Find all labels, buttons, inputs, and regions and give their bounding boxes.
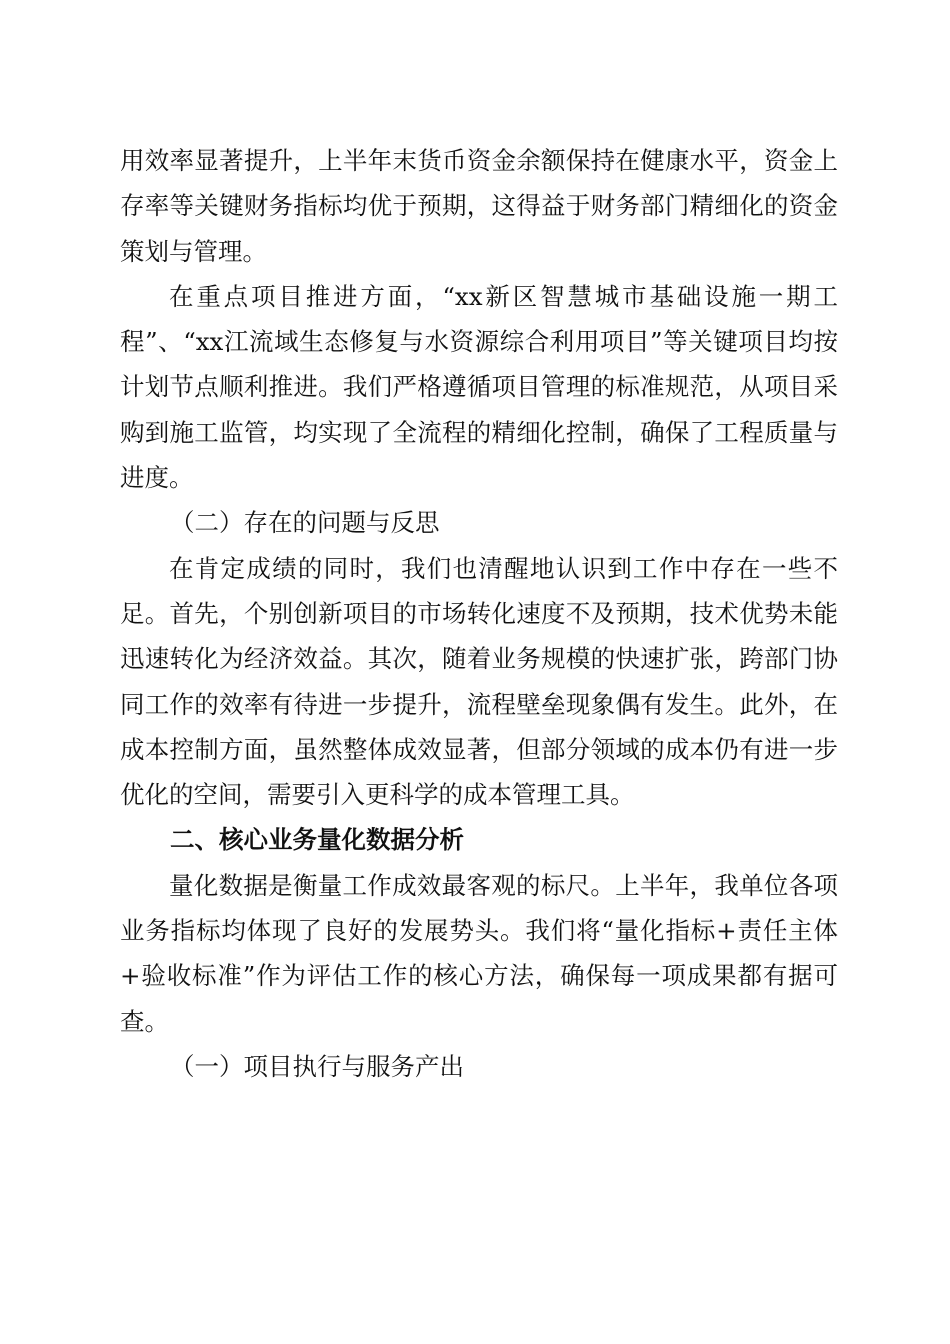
subheading-problems-reflection: （二）存在的问题与反思 — [170, 508, 440, 538]
paragraph-continuation: 用效率显著提升，上半年末货币资金余额保持在健康水平，资金上存率等关键财务指标均优于预期，这得益于财务部门精细化的资金策划与管理。 — [120, 146, 838, 266]
document-page — [120, 138, 838, 1089]
section-heading-quantitative-analysis: 二、核心业务量化数据分析 — [170, 825, 464, 855]
paragraph-shortcomings: 在肯定成绩的同时，我们也清醒地认识到工作中存在一些不足。首先，个别创新项目的市场转化速度不及预期，技术优势未能迅速转化为经济效益。其次，随着业务规模的快速扩张，跨部门协同工作的效率有待进一步提升，流程壁垒现象偶有发生。此外，在成本控制方面，虽然整体成效显著，但部分领域的成本仍有进一步优化的空间，需要引入更科学的成本管理工具。 — [120, 553, 838, 810]
paragraph-key-projects: 在重点项目推进方面，“xx新区智慧城市基础设施一期工程”、“xx江流域生态修复与水资源综合利用项目”等关键项目均按计划节点顺利推进。我们严格遵循项目管理的标准规范，从项目采购到施工监管，均实现了全流程的精细化控制，确保了工程质量与进度。 — [120, 281, 838, 493]
paragraph-quantitative-data: 量化数据是衡量工作成效最客观的标尺。上半年，我单位各项业务指标均体现了良好的发展势头。我们将“量化指标+责任主体+验收标准”作为评估工作的核心方法，确保每一项成果都有据可查。 — [120, 870, 838, 1036]
subheading-project-execution: （一）项目执行与服务产出 — [170, 1051, 464, 1081]
